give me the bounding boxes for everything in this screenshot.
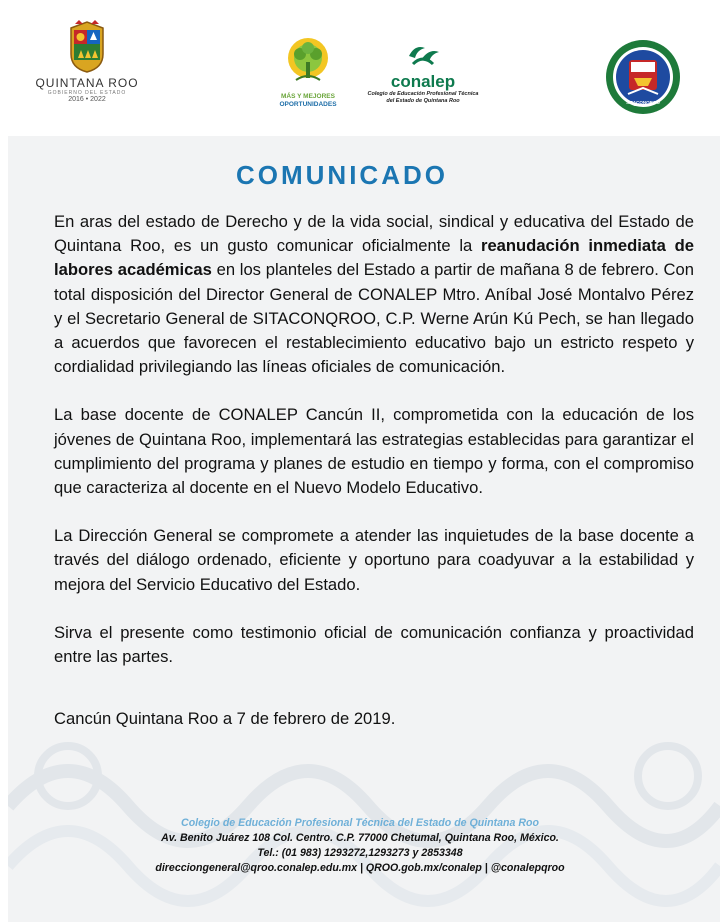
header-logos bbox=[0, 0, 720, 134]
quintana-roo-years: 2016 • 2022 bbox=[68, 96, 106, 103]
paragraph-2: La base docente de CONALEP Cancún II, comprometida con la educación de los jóvenes de Quintana Roo, implementará las estrategias establecidas para garantizar el cumplimiento del programa y planes de estudio en tiempo y forma, con el compromiso que caracteriza al docente en el Nuevo Modelo Educativo. bbox=[54, 405, 694, 498]
mas-line1: MÁS Y MEJORES bbox=[281, 93, 335, 100]
sitaconqroo-logo bbox=[604, 38, 682, 116]
mas-line2: OPORTUNIDADES bbox=[279, 101, 337, 108]
mas-oportunidades-logo bbox=[270, 36, 346, 106]
footer-contacts: direcciongeneral@qroo.conalep.edu.mx | QROO.gob.mx/conalep | @conalepqroo bbox=[155, 862, 565, 874]
footer-address: Av. Benito Juárez 108 Col. Centro. C.P. 77000 Chetumal, Quintana Roo, México. bbox=[161, 832, 559, 844]
sitaconqroo-label: SITACONQROO bbox=[626, 100, 660, 105]
footer-phone: Tel.: (01 983) 1293272,1293273 y 2853348 bbox=[257, 847, 463, 859]
tree-icon bbox=[278, 36, 338, 88]
paragraph-1-end: en los planteles del Estado a partir de mañana 8 de febrero. Con total disposición del Director General de CONALEP Mtro. Aníbal José Montalvo Pérez y el Secretario General de SITACONQROO, C.P. Werne Arún Kú Pech, se han llegado a acuerdos que favorecen el restablecimiento educativo bajo un estricto respeto y cordialidad privilegiando las líneas oficiales de comunicación. bbox=[54, 260, 694, 377]
conalep-logo bbox=[356, 42, 490, 112]
paragraph-1-bold: reanudación inmediata de labores académicas bbox=[54, 236, 694, 280]
quintana-roo-logo bbox=[28, 20, 146, 120]
paragraph-1 bbox=[54, 210, 694, 379]
quintana-roo-shield-icon bbox=[67, 20, 107, 74]
quintana-roo-name: QUINTANA ROO bbox=[35, 76, 139, 90]
date-line: Cancún Quintana Roo a 7 de febrero de 2019. bbox=[54, 709, 396, 729]
conalep-subtitle-2: del Estado de Quintana Roo bbox=[386, 98, 460, 104]
conalep-subtitle-1: Colegio de Educación Profesional Técnica bbox=[367, 91, 479, 97]
conalep-emblem-icon bbox=[403, 42, 443, 68]
paragraph-1-start: En aras del estado de Derecho y de la vida social, sindical y educativa del Estado de Quintana Roo, es un gusto comunicar oficialmente la bbox=[54, 212, 694, 256]
paragraph-4: Sirva el presente como testimonio oficial de comunicación confianza y proactividad entre las partes. bbox=[54, 622, 694, 667]
footer bbox=[0, 816, 720, 876]
paragraph-3: La Dirección General se compromete a atender las inquietudes de la base docente a través del diálogo ordenado, eficiente y oportuno para coadyuvar a la estabilidad y mejora del Servicio Educativo del Estado. bbox=[54, 526, 694, 594]
quintana-roo-subtitle: GOBIERNO DEL ESTADO bbox=[47, 90, 127, 96]
page-title: COMUNICADO bbox=[236, 160, 448, 190]
document-body bbox=[54, 210, 694, 755]
footer-institution: Colegio de Educación Profesional Técnica del Estado de Quintana Roo bbox=[181, 817, 539, 829]
conalep-name: conalep bbox=[390, 72, 456, 91]
